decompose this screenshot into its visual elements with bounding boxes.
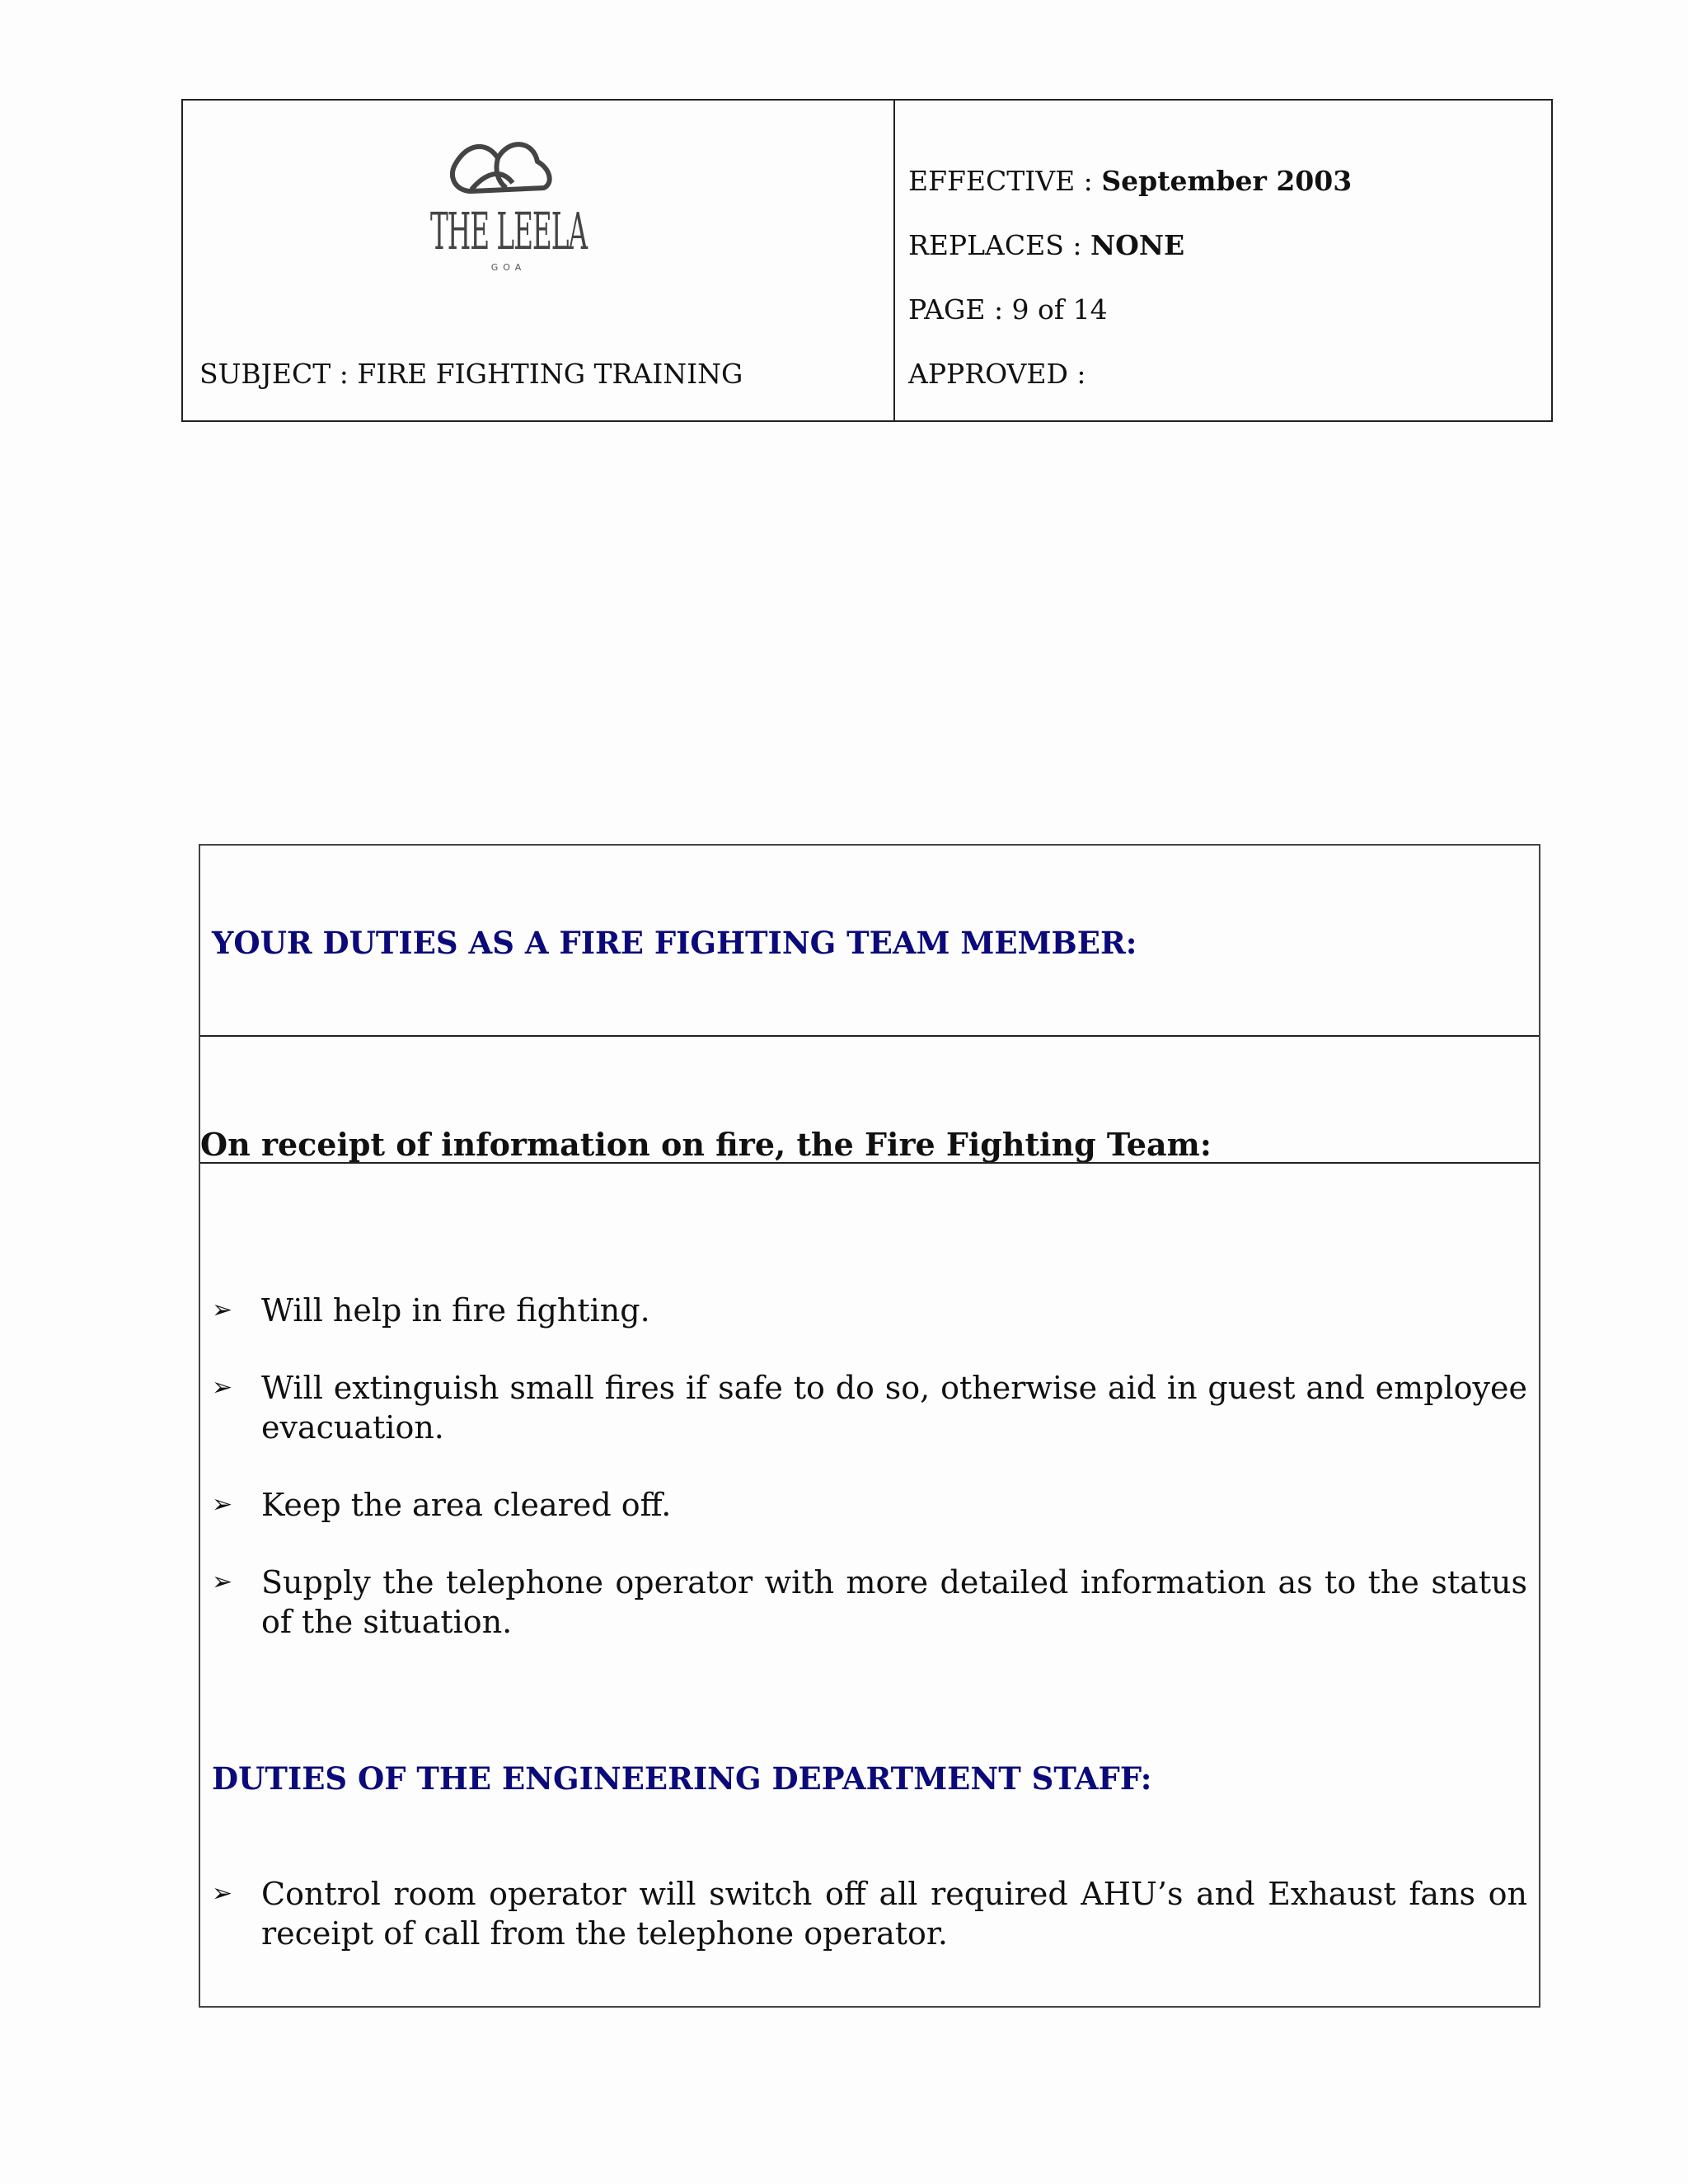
effective-label: EFFECTIVE : [908,165,1093,197]
replaces-label: REPLACES : [908,229,1082,261]
document-header [181,99,1553,422]
page-number: PAGE : 9 of 14 [908,293,1108,326]
effective-value: September 2003 [1101,165,1353,197]
arrow-bullet-icon: ➢ [212,1373,233,1402]
list-item [200,1368,1527,1447]
arrow-bullet-icon: ➢ [212,1568,233,1596]
duties-box [199,844,1540,2008]
subject-line: SUBJECT : FIRE FIGHTING TRAINING [199,358,743,390]
list-item-text: Will help in fire fighting. [261,1292,650,1329]
leela-logo [406,134,612,274]
header-left-cell [183,101,895,420]
arrow-bullet-icon: ➢ [212,1296,233,1324]
list-item-text: Control room operator will switch off all required AHU’s and Exhaust fans on receipt of call from the telephone operator. [261,1876,1527,1952]
replaces-value: NONE [1090,229,1185,261]
list-item-text: Will extinguish small fires if safe to do so, otherwise aid in guest and employee evacuation. [261,1370,1527,1446]
svg-text:THE LEELA: THE LEELA [430,201,588,261]
list-item [200,1563,1527,1642]
arrow-bullet-icon: ➢ [212,1879,233,1908]
header-right-cell [893,101,1551,420]
arrow-bullet-icon: ➢ [212,1490,233,1519]
section-title-engineering: DUTIES OF THE ENGINEERING DEPARTMENT STAFF: [212,1760,1152,1797]
approved-line: APPROVED : [908,358,1086,390]
lead-sentence: On receipt of information on fire, the Fire Fighting Team: [200,1126,1212,1163]
svg-text:GOA: GOA [490,262,527,273]
divider [200,1035,1539,1037]
list-item [200,1291,1527,1330]
lotus-logo-icon [406,134,612,274]
list-item [200,1485,1527,1525]
list-item-text: Supply the telephone operator with more detailed information as to the status of the situation. [261,1564,1527,1640]
list-item-text: Keep the area cleared off. [261,1487,672,1523]
section-title-fire-team: YOUR DUTIES AS A FIRE FIGHTING TEAM MEMBER: [212,925,1137,961]
replaces-line [908,229,1184,261]
divider [200,1162,1539,1164]
list-item [200,1874,1527,1953]
effective-line [908,165,1352,197]
